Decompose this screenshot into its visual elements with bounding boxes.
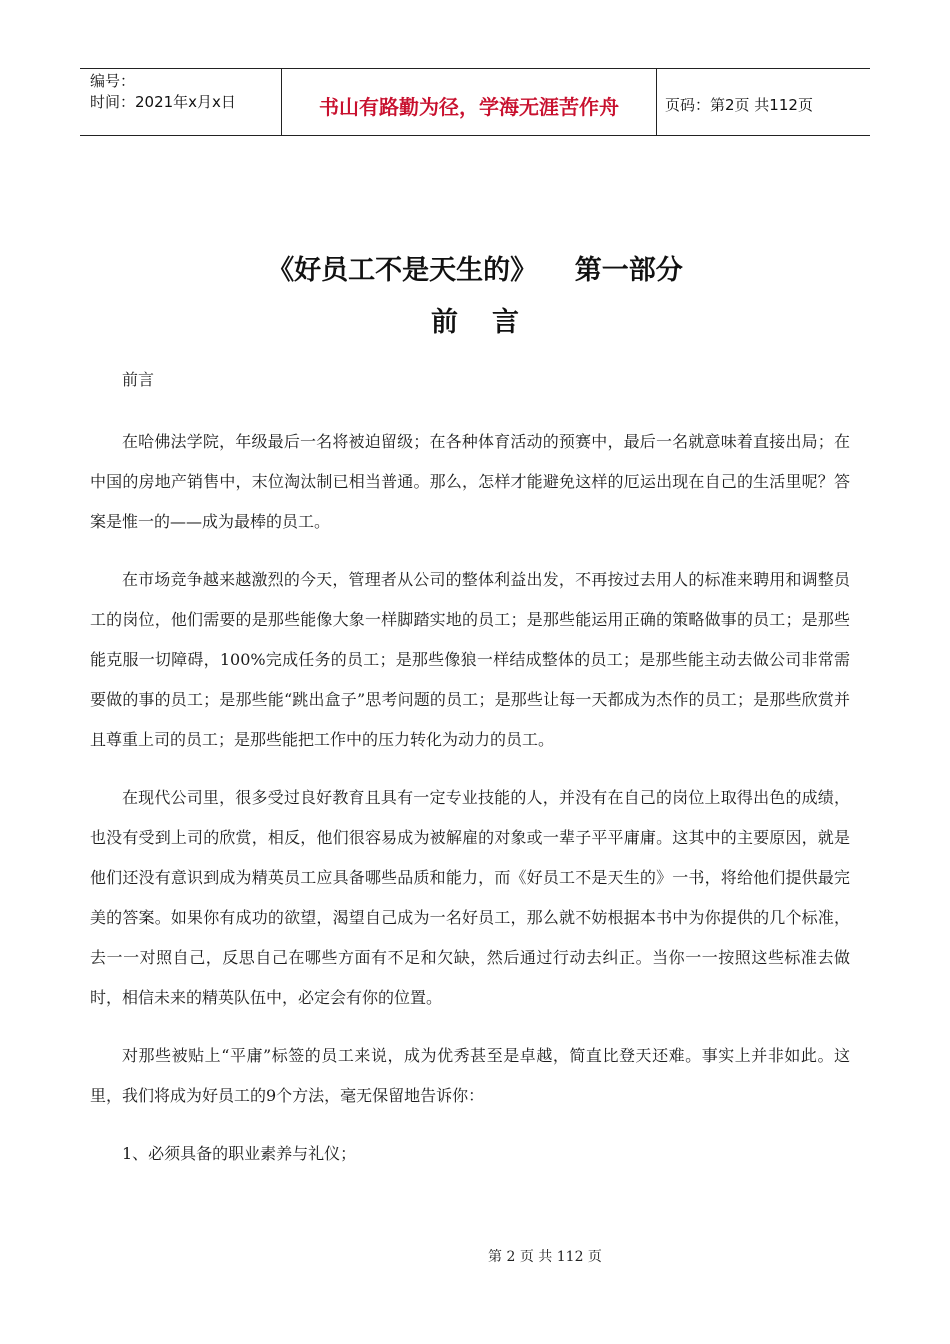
list-item: 1、必须具备的职业素养与礼仪； (122, 1144, 357, 1163)
paragraph: 在哈佛法学院，年级最后一名将被迫留级；在各种体育活动的预赛中，最后一名就意味着直接出局；在中国的房地产销售中，末位淘汰制已相当普通。那么，怎样才能避免这样的厄运出现在自己的生活里呢？答案是惟一的——成为最棒的员工。 (90, 432, 850, 531)
document-title: 《好员工不是天生的》 第一部分 (267, 255, 683, 286)
paragraph: 在市场竞争越来越激烈的今天，管理者从公司的整体利益出发，不再按过去用人的标准来聘用和调整员工的岗位，他们需要的是那些能像大象一样脚踏实地的员工；是那些能运用正确的策略做事的员工；是那些能克服一切障碍，100%完成任务的员工；是那些像狼一样结成整体的员工；是那些能主动去做公司非常需要做的事的员工；是那些能“跳出盒子”思考问题的员工；是那些让每一天都成为杰作的员工；是那些欣赏并且尊重上司的员工；是那些能把工作中的压力转化为动力的员工。 (90, 570, 850, 749)
section-title: 前言 (431, 307, 553, 338)
paragraph: 在现代公司里，很多受过良好教育且具有一定专业技能的人，并没有在自己的岗位上取得出色的成绩，也没有受到上司的欣赏，相反，他们很容易成为被解雇的对象或一辈子平平庸庸。这其中的主要原因，就是他们还没有意识到成为精英员工应具备哪些品质和能力，而《好员工不是天生的》一书，将给他们提供最完美的答案。如果你有成功的欲望，渴望自己成为一名好员工，那么就不妨根据本书中为你提供的几个标准，去一一对照自己，反思自己在哪些方面有不足和欠缺，然后通过行动去纠正。当你一一按照这些标准去做时，相信未来的精英队伍中，必定会有你的位置。 (90, 788, 850, 1007)
header-motto: 书山有路勤为径，学海无涯苦作舟 (319, 94, 619, 119)
document-time-label: 时间：2021年x月x日 (90, 93, 236, 111)
header-motto-cell (282, 69, 657, 135)
paragraph: 对那些被贴上“平庸”标签的员工来说，成为优秀甚至是卓越，简直比登天还难。事实上并非如此。这里，我们将成为好员工的9个方法，毫无保留地告诉你： (90, 1046, 850, 1105)
header-meta-cell (80, 69, 282, 135)
paragraph-heading: 前言 (122, 370, 155, 389)
page-footer: 第 2 页 共 112 页 (488, 1249, 602, 1265)
document-header (80, 68, 870, 136)
document-number-label: 编号： (90, 72, 136, 90)
document-body (90, 360, 850, 1192)
header-page-cell (657, 69, 870, 135)
header-page-info: 页码：第2页 共112页 (665, 95, 813, 114)
